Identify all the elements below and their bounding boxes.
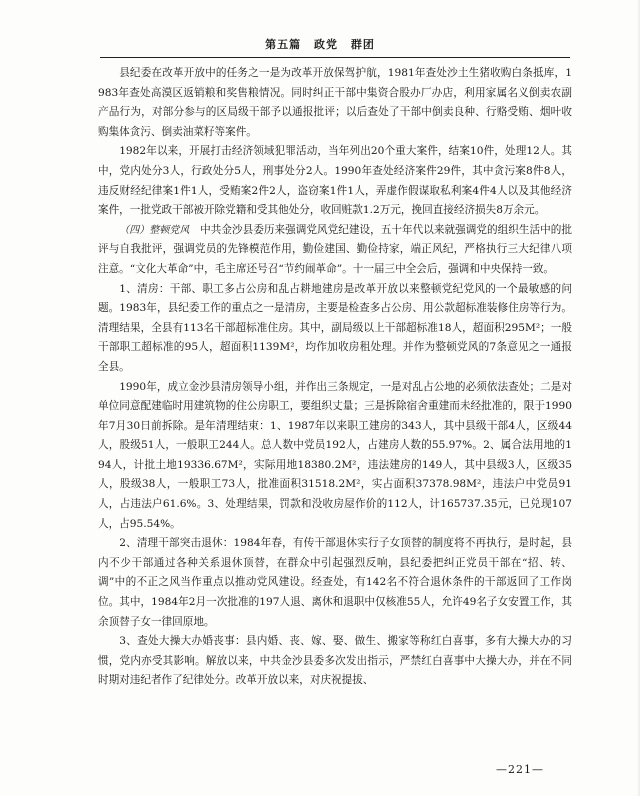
running-header — [0, 36, 640, 52]
paragraph: 1982年以来，开展打击经济领域犯罪活动，当年列出20个重大案件，结案10件，处理12人。其中，党内处分3人，行政处分5人，刑事处分2人。1990年查处经济案件29件，其中贪污案8件8人，违反财经纪律案1件1人，受贿案2件2人，盗窃案1件1人，弄虚作假谋取私利案4件4人以及其他经济案件，一批党政干部被开除党籍和受其他处分，收回赃款1.2万元，挽回直接经济损失8万余元。 — [98, 145, 572, 217]
header-part2: 群团 — [350, 38, 375, 51]
paragraph: 1、清房：干部、职工多占公房和乱占耕地建房是改革开放以来整顿党纪党风的一个最敏感的问题。1983年，县纪委工作的重点之一是清房，主要是检查多占公房、用公款超标准装修住房等行为。清理结果，全县有113名干部超标准住房。其中，副局级以上干部超标准18人，超面积295M²；一般干部职工超标准的95人，超面积1139M²，均作加收房租处理。并作为整顿党风的7条意见之一通报全县。 — [98, 282, 572, 373]
paragraph-text: 中共金沙县委历来强调党风党纪建设，五十年代以来就强调党的组织生活中的批评与自我批评，强调党员的先锋模范作用，勤俭建国、勤俭持家，端正风纪，严格执行三大纪律八项注意。“文化大革命”中，毛主席还号召“节约闹革命”。十一届三中全会后，强调和中央保持一致。 — [98, 223, 573, 275]
section-heading: （四）整顿党风 — [119, 224, 190, 236]
paragraph: 1990年，成立金沙县清房领导小组，并作出三条规定，一是对乱占公地的必须依法查处；二是对单位同意配建临时用建筑物的住公房职工，要组织丈量；三是拆除宿舍重建而未经批准的，限于1990年7月30日前拆除。是年清理结束：1、1987年以来职工建房的343人，其中县级干部4人，区级44人，股级51人，一般职工244人。总人数中党员192人，占建房人数的55.97%。2、属合法用地的194人，计批土地19336.67M²，实际用地18380.2M²，违法建房的149人，其中县级3人，区级35人，股级38人，一般职工73人，批准面积31518.2M²，实占面积37378.98M²，违法户中党员91人，占违法户61.6%。3、处理结果，罚款和没收房屋作价的112人，计165737.35元，已兑现107人，占95.54%。 — [98, 380, 572, 530]
page-number: —221— — [496, 763, 544, 776]
paragraph: 3、查处大操大办婚丧事：县内婚、丧、嫁、娶、做生、搬家等称红白喜事，多有大操大办的习惯，党内亦受其影响。解放以来，中共金沙县委多次发出指示，严禁红白喜事中大操大办，并在不同时期对违纪者作了纪律处分。改革开放以来，对庆祝提拔、 — [98, 635, 572, 687]
paragraph: 2、清理干部突击退休：1984年春，有传干部退休实行子女顶替的制度将不再执行，是时起，县内不少干部通过各种关系退休顶替，在群众中引起强烈反响，县纪委把纠正党员干部在“招、转、调”中的不正之风当作重点以推动党风建设。经查处，有142名不符合退休条件的干部返回了工作岗位。其中，1984年2月一次批准的197人退、离休和退职中仅核准55人，允许49名子女安置工作，其余顶替子女一律回原地。 — [98, 537, 572, 628]
header-rule — [100, 57, 570, 58]
paragraph: 县纪委在改革开放中的任务之一是为改革开放保驾护航，1981年查处沙土生猪收购白条抵库，1983年查处高漠区返销粮和奖售粮情况。同时纠正干部中集资合股办厂办店，利用家属名义倒卖农副产品行为，对部分参与的区局级干部予以通报批评；以后查处了干部中倒卖良种、行赂受贿、烟叶收购集体贪污、倒卖油菜籽等案件。 — [98, 67, 572, 138]
header-section: 第五篇 — [265, 38, 302, 51]
paragraph-section-4 — [98, 221, 572, 280]
header-part1: 政党 — [314, 38, 338, 51]
body-text — [98, 64, 572, 691]
